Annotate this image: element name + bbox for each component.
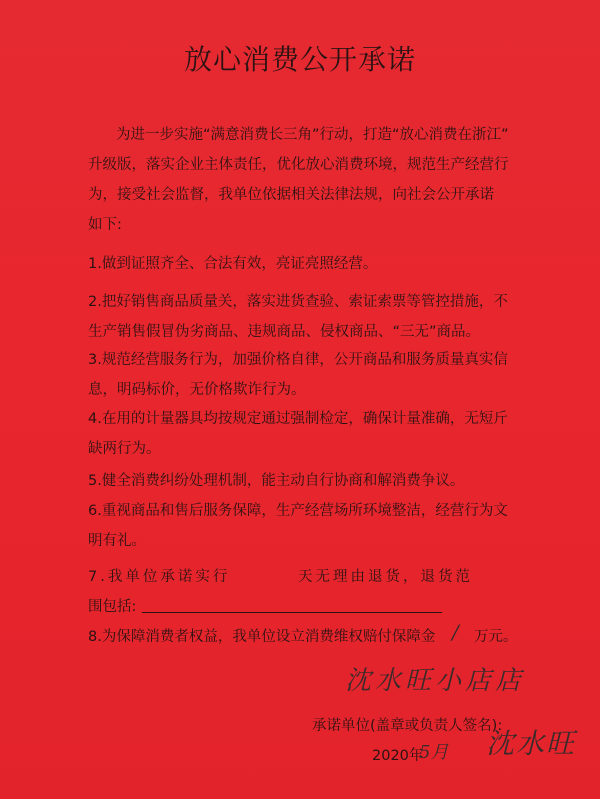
document-title: 放心消费公开承诺	[183, 43, 416, 76]
intro-line-1: 为进一步实施“满意消费长三角”行动，打造“放心消费在浙江”	[116, 127, 509, 143]
item-2-line-2: 生产销售假冒伪劣商品、违规商品、侵权商品、“三无”商品。	[88, 324, 481, 340]
item-2-line-1: 2.把好销售商品质量关，落实进货查验、索证索票等管控措施，不	[88, 294, 508, 310]
item-8-amount-handwritten: /	[452, 620, 459, 644]
item-4-line-1: 4.在用的计量器具均按规定通过强制检定，确保计量准确，无短斤	[88, 411, 508, 427]
item-1: 1.做到证照齐全、合法有效，亮证亮照经营。	[88, 256, 378, 272]
date-printed: 2020年	[372, 748, 424, 764]
item-8-part-1: 8.为保障消费者权益，我单位设立消费维权赔付保障金	[88, 629, 436, 645]
item-4-line-2: 缺两行为。	[88, 441, 161, 457]
item-7-part-2: 天无理由退货，退货范	[298, 569, 473, 585]
item-8-part-2: 万元。	[474, 629, 518, 645]
item-3-line-1: 3.规范经营服务行为，加强价格自律，公开商品和服务质量真实信	[88, 352, 508, 368]
item-7-part-3: 围包括:	[88, 599, 137, 615]
handwritten-shop-signature: 沈水旺小店店	[345, 666, 526, 696]
intro-line-2: 升级版，落实企业主体责任，优化放心消费环境，规范生产经营行	[88, 157, 509, 173]
intro-line-3: 为，接受社会监督，我单位依据相关法律法规，向社会公开承诺	[88, 187, 494, 203]
intro-line-4: 如下:	[88, 217, 122, 233]
item-6-line-2: 明有礼。	[88, 533, 146, 549]
item-6-line-1: 6.重视商品和售后服务保障，生产经营场所环境整洁，经营行为文	[88, 503, 508, 519]
date-handwritten: 5月	[419, 742, 449, 763]
item-3-line-2: 息，明码标价，无价格欺诈行为。	[88, 382, 306, 398]
item-5: 5.健全消费纠纷处理机制，能主动自行协商和解消费争议。	[88, 473, 465, 489]
item-7-part-1: 7.我单位承诺实行	[88, 569, 231, 585]
return-scope-blank-line	[142, 612, 442, 613]
signatory-label: 承诺单位(盖章或负责人签名):	[312, 718, 503, 734]
handwritten-person-signature: 沈水旺	[486, 727, 577, 760]
